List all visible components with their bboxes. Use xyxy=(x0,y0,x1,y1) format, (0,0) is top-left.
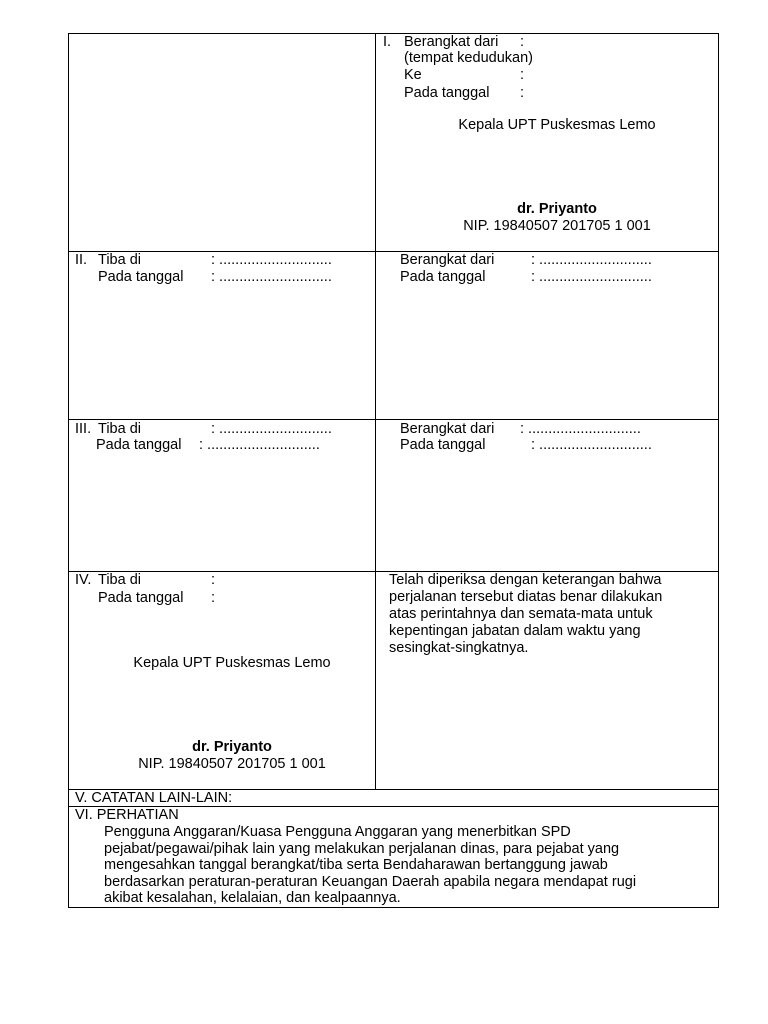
perhatian-line: Pengguna Anggaran/Kuasa Pengguna Anggaran yang menerbitkan SPD xyxy=(104,824,571,840)
section-iv-roman: IV. xyxy=(75,572,92,588)
pada-tanggal-label: Pada tanggal xyxy=(98,590,184,606)
pada-tanggal-label-right: Pada tanggal xyxy=(400,437,486,453)
note-line: Telah diperiksa dengan keterangan bahwa xyxy=(389,572,662,588)
perhatian-line: pejabat/pegawai/pihak lain yang melakukan perjalanan dinas, para pejabat yang xyxy=(104,841,620,857)
note-line: atas perintahnya dan semata-mata untuk xyxy=(389,606,653,622)
perhatian-line: mengesahkan tanggal berangkat/tiba serta Bendaharawan bertanggung jawab xyxy=(104,857,608,873)
pada-tanggal-label-right: Pada tanggal xyxy=(400,269,486,285)
note-line: sesingkat-singkatnya. xyxy=(389,640,529,656)
pada-tanggal-label: Pada tanggal xyxy=(98,269,184,285)
tiba-di-label: Tiba di xyxy=(98,252,141,268)
pada-tanggal-label: Pada tanggal xyxy=(404,85,490,101)
berangkat-dari-label: Berangkat dari xyxy=(400,421,495,437)
note-line: perjalanan tersebut diatas benar dilakukan xyxy=(389,589,663,605)
signatory-name: dr. Priyanto xyxy=(192,739,272,755)
signatory-nip: NIP. 19840507 201705 1 001 xyxy=(138,756,326,772)
perhatian-heading: VI. PERHATIAN xyxy=(75,807,179,823)
table-border-bottom xyxy=(68,907,719,908)
berangkat-dari-label: Berangkat dari xyxy=(404,34,499,50)
kepala-title: Kepala UPT Puskesmas Lemo xyxy=(133,655,331,671)
tiba-di-label: Tiba di xyxy=(98,572,141,588)
table-border-left xyxy=(68,33,69,908)
section-i-roman: I. xyxy=(383,34,392,50)
tempat-kedudukan-label: (tempat kedudukan) xyxy=(404,50,533,66)
tiba-di-label: Tiba di xyxy=(98,421,141,437)
tiba-di-value: : ............................ xyxy=(211,421,332,437)
pada-tanggal-value: : ............................ xyxy=(199,437,320,453)
perhatian-line: berdasarkan peraturan-peraturan Keuangan Daerah apabila negara mendapat rugi xyxy=(104,874,637,890)
column-divider xyxy=(375,33,376,789)
tiba-di-colon: : xyxy=(211,572,216,588)
pada-tanggal-value: : ............................ xyxy=(211,269,332,285)
catatan-heading: V. CATATAN LAIN-LAIN: xyxy=(75,790,233,806)
signatory-nip: NIP. 19840507 201705 1 001 xyxy=(463,218,651,234)
pada-tanggal-label: Pada tanggal xyxy=(96,437,182,453)
pada-tanggal-value-right: : ............................ xyxy=(531,437,652,453)
section-ii-roman: II. xyxy=(75,252,88,268)
berangkat-dari-value: : ............................ xyxy=(520,421,641,437)
ke-colon: : xyxy=(520,67,525,83)
table-border-top xyxy=(68,33,719,34)
berangkat-dari-value: : ............................ xyxy=(531,252,652,268)
kepala-title: Kepala UPT Puskesmas Lemo xyxy=(458,117,656,133)
pada-tanggal-colon: : xyxy=(211,590,216,606)
signatory-name: dr. Priyanto xyxy=(517,201,597,217)
section-iii-roman: III. xyxy=(75,421,92,437)
perhatian-line: akibat kesalahan, kelalaian, dan kealpaannya. xyxy=(104,890,401,906)
note-line: kepentingan jabatan dalam waktu yang xyxy=(389,623,641,639)
pada-tanggal-value-right: : ............................ xyxy=(531,269,652,285)
ke-label: Ke xyxy=(404,67,422,83)
tiba-di-value: : ............................ xyxy=(211,252,332,268)
pada-tanggal-colon: : xyxy=(520,85,525,101)
berangkat-dari-label: Berangkat dari xyxy=(400,252,495,268)
table-border-right xyxy=(718,33,719,908)
row-divider-2 xyxy=(68,419,719,420)
berangkat-dari-colon: : xyxy=(520,34,525,50)
